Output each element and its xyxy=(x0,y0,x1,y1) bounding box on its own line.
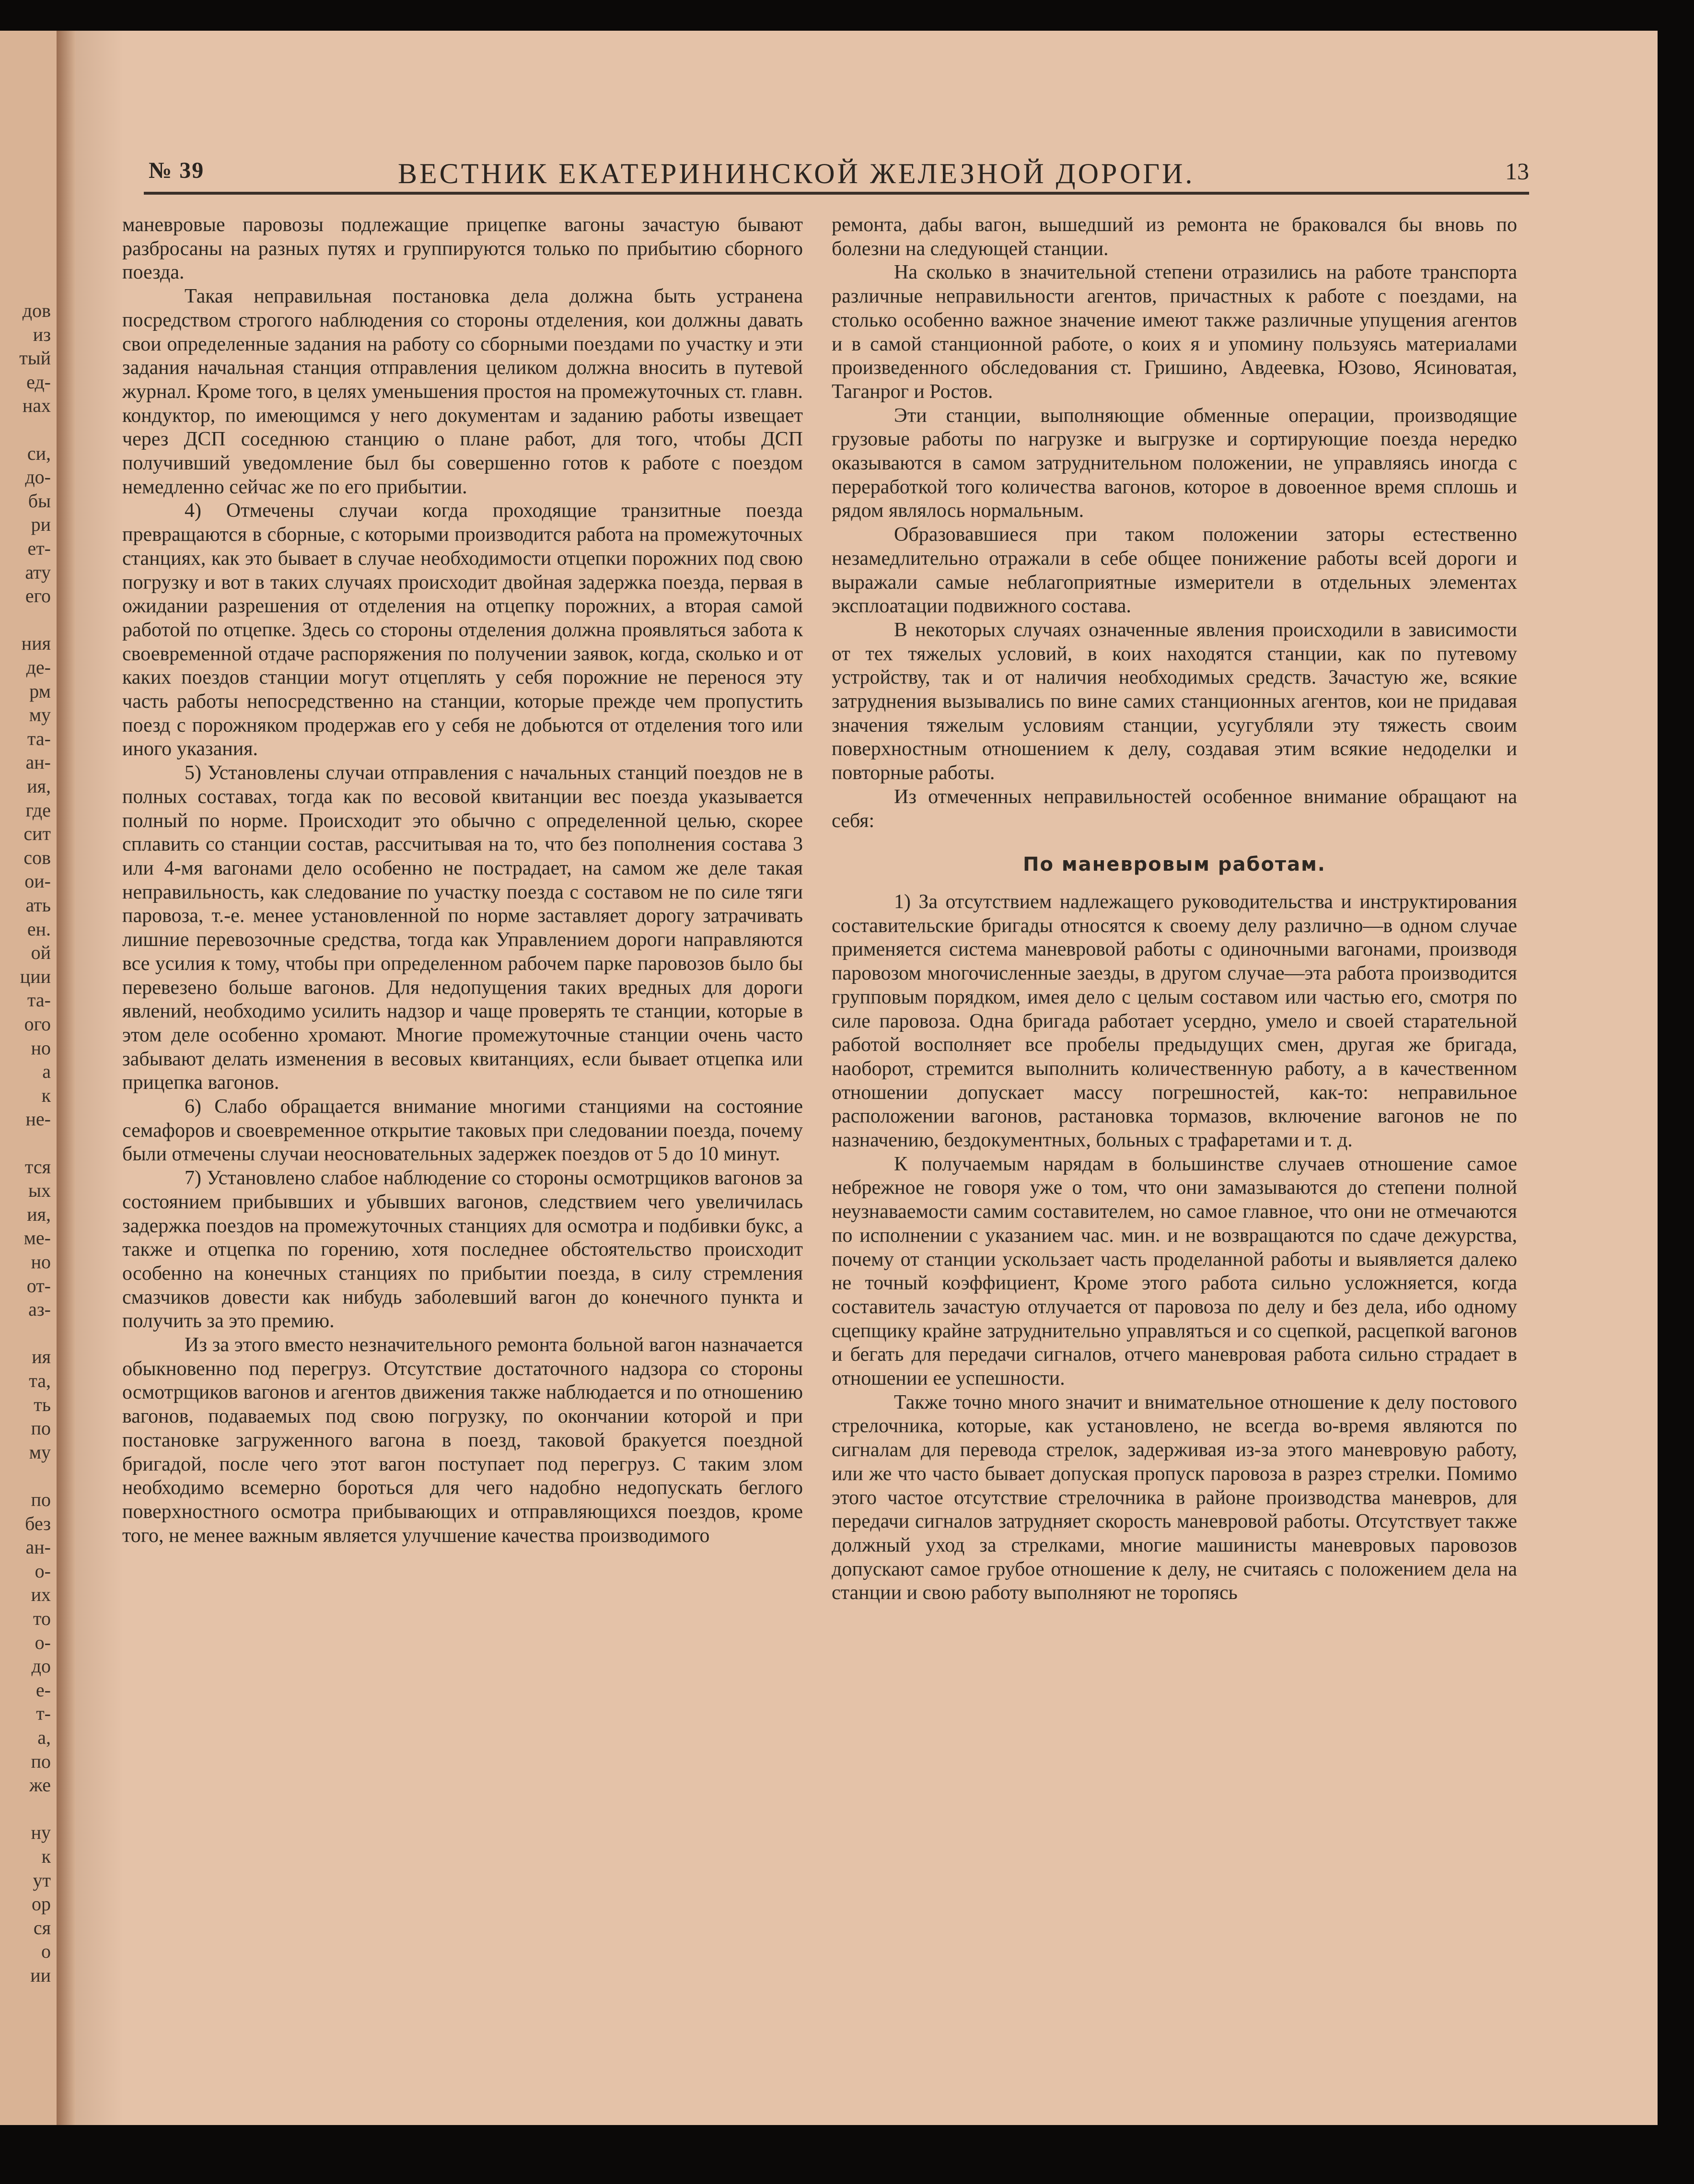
paragraph: Такая неправильная постановка дела должна быть устранена посредством строгого наблюдения со стороны отделения, кои должны давать свои определенные задания на работу со сборными поездами по участку и эти задания начальная станция отправления целиком должна вносить в путевой журнал. Кроме того, в целях уменьшения простоя на промежуточных ст. главн. кондуктор, по имеющимся у него документам и заданию работы извещает через ДСП соседнюю станцию о плане работ, для того, чтобы ДСП получивший уведомление был бы совершенно готов к работе с поездом немедленно сейчас же по его прибытии. xyxy=(122,285,803,498)
previous-page-fragment: по xyxy=(31,1489,51,1510)
previous-page-fragment: тый xyxy=(19,347,51,369)
previous-page-fragment: его xyxy=(25,585,51,607)
scan-border-top xyxy=(0,0,1694,31)
previous-page-fragment: по xyxy=(31,1417,51,1439)
paragraph: Из за этого вместо незначительного ремонта больной вагон назначается обыкновенно под перегруз. Отсутствие достаточного надзора со стороны осмотрщиков вагонов и агентов движения также наблюдается и по отношению вагонов, подаваемых под свою погрузку, по окончании которой и при постановке загруженного вагона в поезд, таковой бракуется поездной бригадой, после чего этот вагон поступает под перегруз. С таким злом необходимо всемерно бороться для чего надобно недопускать беглого поверхностного осмотра прибывающих и отправляющихся поездов, кроме того, не менее важным является улучшение качества производимого xyxy=(122,1334,803,1547)
previous-page-fragment: к xyxy=(41,1845,51,1867)
previous-page-fragment: ну xyxy=(31,1822,51,1844)
paragraph: 1) За отсутствием надлежащего руководительства и инструктирования составительские бригады относятся к своему делу различно—в одном случае применяется система маневровой работы с одиночными вагонами, производя паровозом многочисленные заезды, в другом случае—эта работа производится групповым порядком, имея дело с целым составом или частью его, смотря по силе паровоза. Одна бригада работает усердно, умело и своей старательной работой восполняет все пробелы предыдущих смен, другая же бригада, наоборот, стремится выполнить количественную работу, а в качественном отношении допускает массу погрешностей, как-то: неправильное расположении вагонов, растановка тормазов, включение вагонов не по назначению, бездокументных, больных с трафаретами и т. д. xyxy=(832,890,1517,1152)
previous-page-fragment: ен. xyxy=(27,918,51,940)
previous-page-fragment: та, xyxy=(29,1370,51,1391)
paragraph: ремонта, дабы вагон, вышедший из ремонта не браковался бы вновь по болезни на следующей станции. xyxy=(832,214,1517,260)
paragraph: 7) Установлено слабое наблюдение со стороны осмотрщиков вагонов за состоянием прибывших и убывших вагонов, следствием чего увеличилась задержка поездов на промежуточных станциях для осмотра и подбивки букс, а также и отцепка по горению, хотя последнее обстоятельство происходит особенно на конечных станциях по прибытии поезда, в силу стремления смазчиков довести как нибудь заболевший вагон до конечного пункта и получить за это премию. xyxy=(122,1167,803,1332)
previous-page-fragment: ия, xyxy=(27,775,51,797)
previous-page-fragment: ри xyxy=(31,514,51,536)
previous-page-fragment: их xyxy=(31,1584,51,1606)
previous-page-fragment: до- xyxy=(25,466,51,488)
issue-number: № 39 xyxy=(149,158,205,183)
paragraph: 4) Отмечены случаи когда проходящие транзитные поезда превращаются в сборные, с которыми производится работа на промежуточных станциях, как это бывает в случае необходимости отцепки порожних под свою погрузку и вот в таких случаях происходит двойная задержка поезда, первая в ожидании разрешения от отделения на отцепку порожних, а вторая самой работой по отцепке. Здесь со стороны отделения должна проявляться забота к своевременной отдаче распоряжения по получении заявок, когда, сколько и от каких поездов станции могут отцеплять у себя порожние не перенося эту часть работы непосредственно на станции, которые прежде чем пропустить поезд с порожняком продержав его у себя не добьются от отделения того или иного указания. xyxy=(122,500,803,760)
previous-page-fragment: сит xyxy=(23,823,51,845)
previous-page-fragment: бы xyxy=(28,490,51,512)
right-column xyxy=(832,213,1517,1605)
previous-page-fragment: о- xyxy=(35,1631,51,1653)
previous-page-fragment: но xyxy=(31,1251,51,1273)
previous-page-fragment: ан- xyxy=(25,1536,51,1558)
previous-page-fragment: где xyxy=(25,799,51,821)
paragraph: 6) Слабо обращается внимание многими станциями на состояние семафоров и своевременное открытие таковых при следовании поезда, почему были отмечены случаи неосновательных задержек поездов от 5 до 10 минут. xyxy=(122,1096,803,1166)
previous-page-fragment: ых xyxy=(28,1180,51,1202)
previous-page-fragment: ия xyxy=(32,1346,51,1368)
previous-page-fragment: ор xyxy=(32,1893,51,1915)
previous-page-fragment: не- xyxy=(25,1108,51,1130)
previous-page-fragment: си, xyxy=(27,442,51,464)
previous-page-fragment: ать xyxy=(25,894,51,916)
previous-page-edge xyxy=(0,31,57,2125)
previous-page-fragment: му xyxy=(29,1441,51,1463)
paragraph: На сколько в значительной степени отразились на работе транспорта различные неправильности агентов, причастных к работе с поездами, на столько особенно важное значение имеют также различные упущения агентов и в самой станционной работе, о коих я и упомину пользуясь материалами произведенного обследования ст. Гришино, Авдеевка, Юзово, Ясиноватая, Таганрог и Ростов. xyxy=(832,261,1517,403)
previous-page-fragment: де- xyxy=(26,656,51,678)
previous-page-fragment: без xyxy=(25,1512,51,1534)
previous-page-fragment: дов xyxy=(22,300,51,321)
previous-page-fragment: ату xyxy=(25,561,51,583)
previous-page-fragment: ия, xyxy=(27,1203,51,1225)
previous-page-fragment: ого xyxy=(24,1013,51,1035)
previous-page-fragment: ут xyxy=(33,1869,51,1891)
previous-page-fragment: ния xyxy=(21,632,51,654)
previous-page-fragment: ся xyxy=(33,1916,51,1939)
page-gutter-shadow xyxy=(57,31,76,2125)
previous-page-fragment: е- xyxy=(35,1679,51,1701)
page-number: 13 xyxy=(1505,158,1529,185)
paragraph: маневровые паровозы подлежащие прицепке вагоны зачастую бывают разбросаны на разных путях и группируются только по прибытию сборного поезда. xyxy=(122,214,803,284)
previous-page-fragment: нах xyxy=(22,395,51,417)
paragraph: Образовавшиеся при таком положении заторы естественно незамедлительно отражали в себе общее понижение работы всей дороги и выражали самые неблагоприятные измерители в отдельных элементах эксплоатации подвижного состава. xyxy=(832,524,1517,618)
previous-page-fragment: от- xyxy=(26,1274,51,1296)
previous-page-fragment: ме- xyxy=(23,1227,51,1249)
previous-page-fragment: ии xyxy=(30,1964,51,1986)
header-rule xyxy=(144,192,1529,195)
previous-page-fragment: сов xyxy=(23,846,51,868)
paragraph: В некоторых случаях означенные явления происходили в зависимости от тех тяжелых условий, в коих находятся станции, как по путевому устройству, так и от наличия необходимых средств. Зачастую же, всякие затруднения вызывались по вине самих станционных агентов, кои не придавая значения тяжелым условиям станции, усугубляли эту тяжесть своим поверхностным отношением к делу, создавая этим всякие недоделки и повторные работы. xyxy=(832,619,1517,784)
journal-title: ВЕСТНИК ЕКАТЕРИНИНСКОЙ ЖЕЛЕЗНОЙ ДОРОГИ. xyxy=(398,158,1195,189)
previous-page-fragment: ед- xyxy=(26,371,51,393)
previous-page-fragment: а xyxy=(42,1061,51,1083)
paragraph: Эти станции, выполняющие обменные операции, производящие грузовые работы по нагрузке и выгрузке и сортирующие поезда нередко оказываются в самом затруднительном положении, не управляясь иногда с переработкой того количества вагонов, которое в довоенное время сплошь и рядом являлось нормальным. xyxy=(832,404,1517,522)
previous-page-fragment: ой xyxy=(31,942,51,964)
previous-page-fragment: же xyxy=(29,1774,51,1796)
paragraph: 5) Установлены случаи отправления с начальных станций поездов не в полных составах, тогда как по весовой квитанции вес поезда указывается полный по норме. Происходит это обычно с определенной целью, скорее сплавить со станции состав, рассчитывая на то, что без пополнения состава 3 или 4-мя вагонами дело особенно не пострадает, на самом же деле такая неправильность, как следование по участку поезда с составом не по силе тяги паровоза, т.-е. менее установленной по норме заставляет дорогу затрачивать лишние перевозочные средства, тогда как Управлением дороги направляются все усилия к тому, чтобы при определенном рабочем парке паровозов было бы перевезено больше вагонов. Для недопущения таких вредных для дороги явлений, необходимо усилить надзор и чаще проверять те станции, которые в этом деле особенно хромают. Многие промежуточные станции очень часто забывают делать изменения в весовых квитанциях, если бывает отцепка или прицепка вагонов. xyxy=(122,762,803,1094)
previous-page-fragment: ть xyxy=(34,1393,51,1415)
previous-page-fragment: о xyxy=(41,1940,51,1962)
scan-border-bottom xyxy=(0,2125,1694,2184)
previous-page-fragment: по xyxy=(31,1750,51,1772)
previous-page-fragment: аз- xyxy=(28,1298,51,1320)
previous-page-fragment: ет- xyxy=(27,537,51,559)
previous-page-fragment: а, xyxy=(37,1727,51,1748)
previous-page-fragment: рм xyxy=(29,680,51,702)
previous-page-fragment: та- xyxy=(27,727,51,749)
previous-page-fragment: му xyxy=(29,704,51,726)
paragraph: Также точно много значит и внимательное отношение к делу постового стрелочника, которые, как установлено, не всегда во-время являются по сигналам для перевода стрелок, задерживая из-за этого маневровую работу, или же что часто бывает допуская пропуск паровоза в разрез стрелки. Помимо этого частое отсутствие стрелочника в районе производства маневров, для передачи сигналов затрудняет скорость маневровой работы. Отсутствует также должный уход за стрелками, многие машинисты маневровых паровозов допускают самое грубое отношение к делу, не считаясь с положением дела на станции и свою работу выполняют не торопясь xyxy=(832,1391,1517,1604)
previous-page-fragment: о- xyxy=(35,1560,51,1582)
previous-page-fragment: ои- xyxy=(24,870,51,892)
previous-page-fragment: та- xyxy=(27,989,51,1011)
previous-page-fragment: но xyxy=(31,1037,51,1059)
page-header xyxy=(149,153,1529,192)
paragraph: К получаемым нарядам в большинстве случаев отношение самое небрежное не говоря уже о том, что они замазываются до степени полной неузнаваемости самим составителем, но самое главное, что они не отмечаются по исполнении с указанием час. мин. и не возвращаются по сдаче дежурства, почему от станции ускользает часть проделанной работы и выявляется далеко не точный коэффициент, Кроме этого работа сильно усложняется, когда составитель зачастую отлучается от паровоза по делу и без дела, ибо одному сцепщику крайне затруднительно управляться и со сцепкой, расцепкой вагонов и бегать для передачи сигналов, отчего маневровая работа сильно страдает в отношении ее успешности. xyxy=(832,1153,1517,1390)
section-heading: По маневровым работам. xyxy=(1023,853,1326,876)
previous-page-fragment: тся xyxy=(24,1156,51,1178)
previous-page-fragment: к xyxy=(41,1084,51,1106)
previous-page-fragment: ции xyxy=(20,965,51,987)
previous-page-fragment: т- xyxy=(36,1703,51,1725)
previous-page-fragment: из xyxy=(33,323,51,345)
left-column xyxy=(122,213,803,1548)
paragraph: Из отмеченных неправильностей особенное внимание обращают на себя: xyxy=(832,785,1517,832)
scan-border-right xyxy=(1658,31,1694,2125)
previous-page-fragment: то xyxy=(33,1608,51,1629)
previous-page-fragment: ан- xyxy=(25,751,51,773)
previous-page-fragment: до xyxy=(31,1655,51,1677)
